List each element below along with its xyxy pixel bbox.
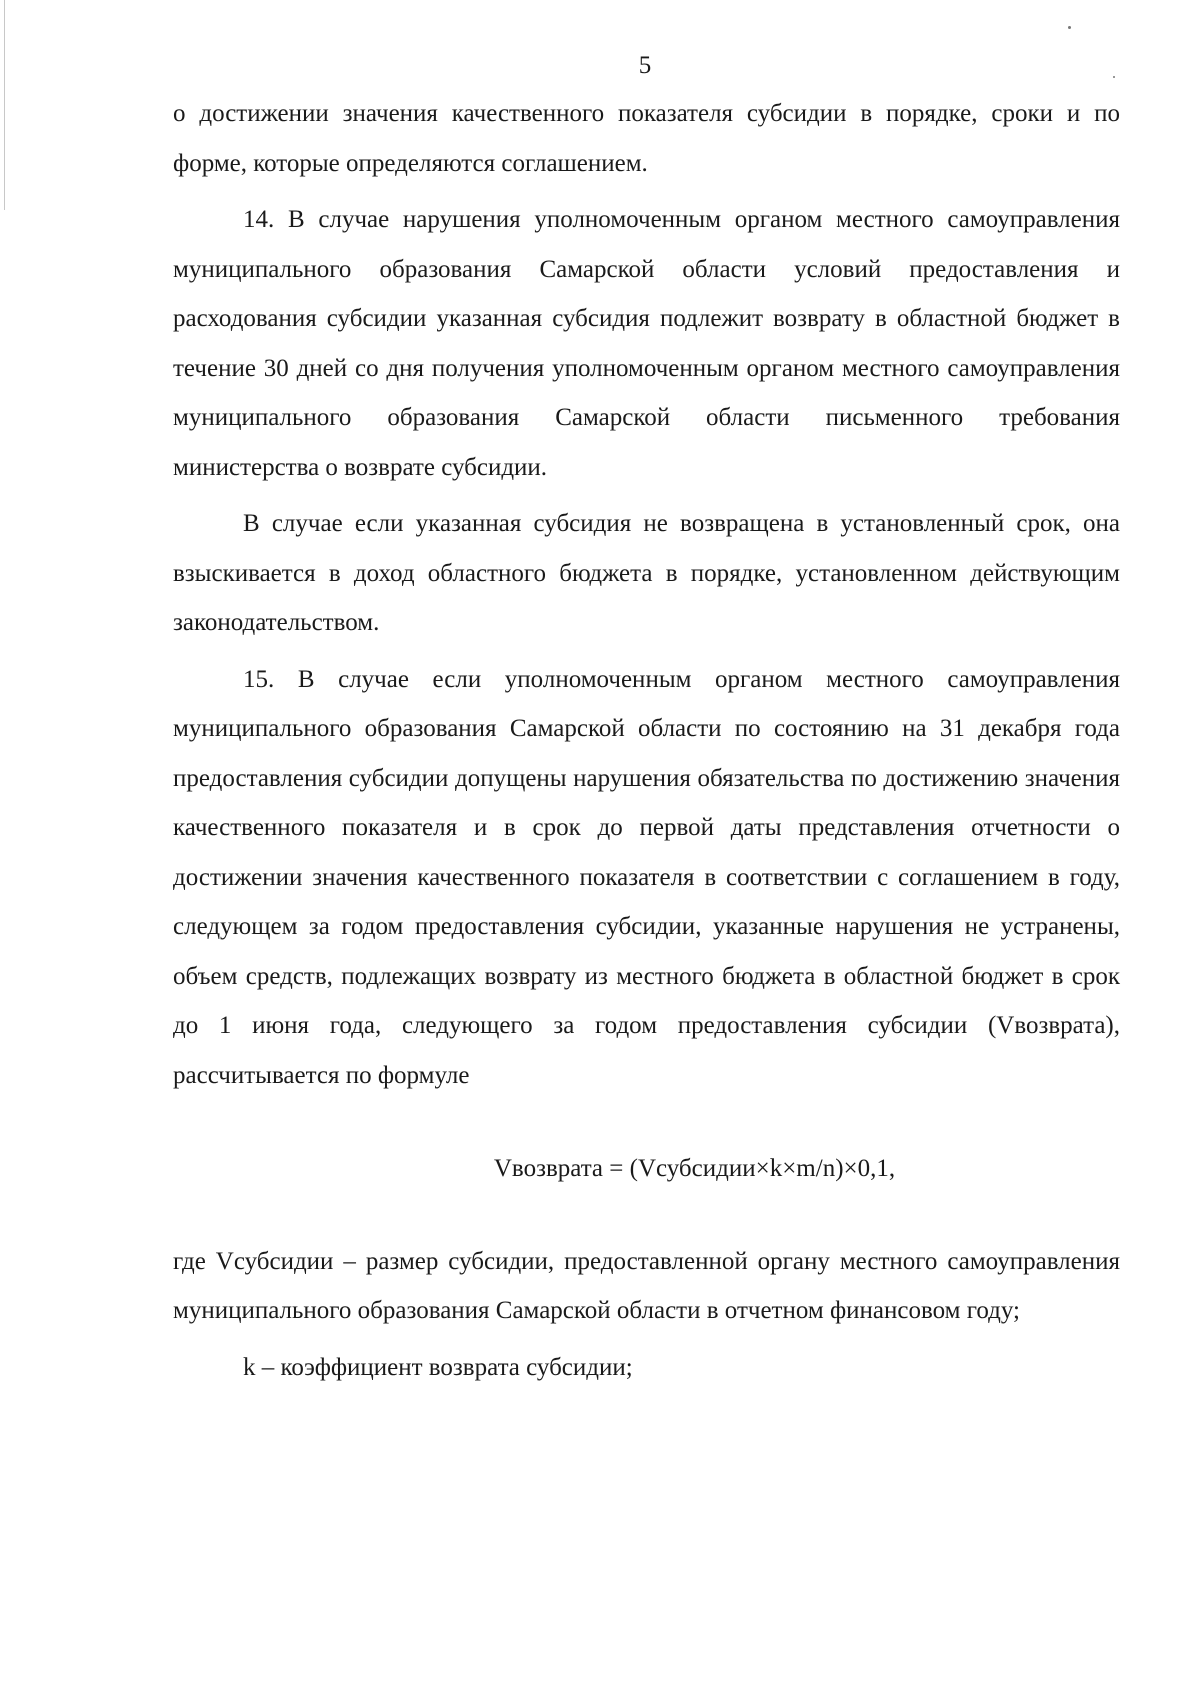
scan-edge-line [4,0,5,210]
page-number: 5 [638,52,652,79]
paragraph-recovery: В случае если указанная субсидия не возвращена в установленный срок, она взыскивается в доход областного бюджета в порядке, установленном действующим законодательством. [173,510,1120,636]
definition-v-subsidy: где Vсубсидии – размер субсидии, предоставленной органу местного самоуправления муниципального образования Самарской области в отчетном финансовом году; [173,1247,1120,1324]
paragraph-item-15: 15. В случае если уполномоченным органом местного самоуправления муниципального образования Самарской области по состоянию на 31 декабря года предоставления субсидии допущены нарушения обязательства по достижению значения качественного показателя и в срок до первой даты представления отчетности о достижении значения качественного показателя в соответствии с соглашением в году, следующем за годом предоставления субсидии, указанные нарушения не устранены, объем средств, подлежащих возврату из местного бюджета в областной бюджет в срок до 1 июня года, следующего за годом предоставления субсидии (Vвозврата), рассчитывается по формуле [173,665,1120,1089]
formula: Vвозврата = (Vсубсидии×k×m/n)×0,1, [493,1155,896,1182]
paragraph-item-14: 14. В случае нарушения уполномоченным органом местного самоуправления муниципального образования Самарской области условий предоставления и расходования субсидии указанная субсидия подлежит возврату в областной бюджет в течение 30 дней со дня получения уполномоченным органом местного самоуправления муниципального образования Самарской области письменного требования министерства о возврате субсидии. [173,206,1120,481]
scan-speck [1068,26,1071,29]
paragraph-continuation: о достижении значения качественного показателя субсидии в порядке, сроки и по форме, которые определяются соглашением. [173,100,1120,177]
document-body [173,89,1120,1399]
definition-k: k – коэффициент возврата субсидии; [243,1353,633,1381]
